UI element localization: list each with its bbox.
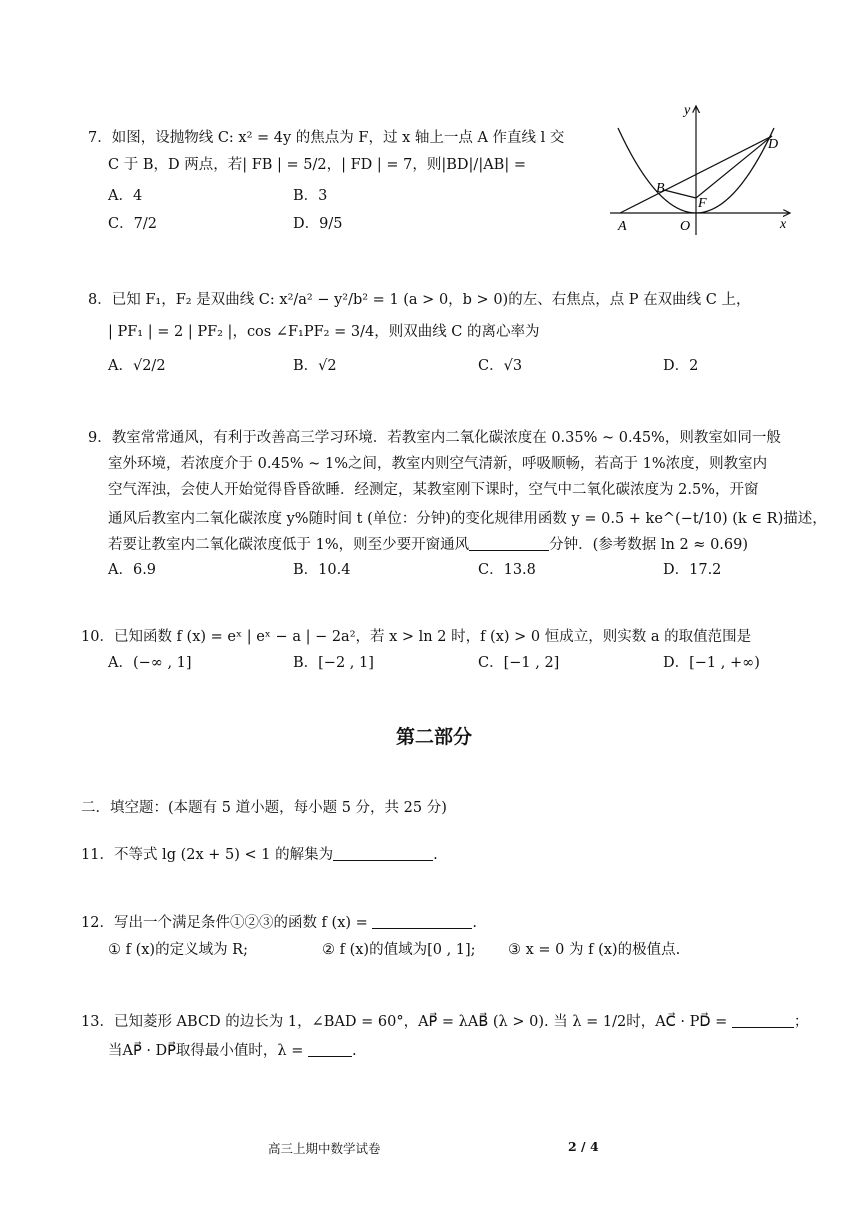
q10-option-c: C．[−1 , 2] [478,655,560,671]
label-d: D [768,137,779,152]
q8-option-c: C．√3 [478,358,523,374]
q9-option-d: D．17.2 [663,562,722,578]
q9-answer-blank[interactable] [469,536,549,551]
q13-answer-blank-2[interactable] [308,1042,352,1057]
part-two-heading: 第二部分 [395,726,472,748]
q7-option-a: A．4 [108,188,143,204]
q12-answer-blank[interactable] [372,914,472,929]
label-o: O [680,219,691,234]
q11-period: . [433,847,438,863]
label-f: F [698,196,707,211]
q10-line1: 10．已知函数 f (x) = eˣ | eˣ − a | − 2a²，若 x > ln 2 时，f (x) > 0 恒成立，则实数 a 的取值范围是 [81,629,752,645]
q7-line1: 7．如图，设抛物线 C: x² = 4y 的焦点为 F，过 x 轴上一点 A 作直线 l 交 [88,130,565,146]
q13-text-2: 当AP⃗ · DP⃗取得最小值时，λ = [108,1043,304,1059]
q10-option-d: D．[−1 , +∞) [663,655,760,671]
q10-option-a: A．(−∞ , 1] [108,655,192,671]
q13-line2 [108,1041,357,1061]
q7-option-c: C．7/2 [108,216,157,232]
q8-line2: | PF₁ | = 2 | PF₂ |，cos ∠F₁PF₂ = 3/4，则双曲线 C 的离心率为 [108,324,540,340]
q11-answer-blank[interactable] [333,846,433,861]
section-fill-in-heading: 二．填空题：(本题有 5 道小题，每小题 5 分，共 25 分) [81,800,447,816]
label-y: y [684,103,691,118]
label-b: B [656,181,665,196]
line-fd [696,136,772,198]
q11-line [81,845,438,865]
line-bf [664,190,696,198]
q13-period: . [351,1043,357,1059]
footer-title: 高三上期中数学试卷 [268,1141,381,1156]
page-number: 2 / 4 [568,1139,599,1154]
q7-line2: C 于 B，D 两点，若| FB | = 5/2，| FD | = 7，则|BD|/|AB| = [108,157,526,173]
q9-option-c: C．13.8 [478,562,536,578]
label-a: A [618,219,627,234]
q13-line1 [81,1012,808,1032]
q12-condition-3: ③ x = 0 为 f (x)的极值点. [508,942,681,958]
q9-line5 [108,535,748,555]
q8-option-a: A．√2/2 [108,358,166,374]
q12-period: . [472,915,478,931]
q8-line1: 8．已知 F₁，F₂ 是双曲线 C: x²/a² − y²/b² = 1 (a > 0，b > 0)的左、右焦点，点 P 在双曲线 C 上， [88,292,751,308]
q11-text: 11．不等式 lg (2x + 5) < 1 的解集为 [81,847,334,863]
q8-option-d: D．2 [663,358,699,374]
q8-option-b: B．√2 [293,358,337,374]
label-x: x [780,217,787,232]
q13-semicolon: ； [793,1014,809,1030]
q7-option-b: B．3 [293,188,328,204]
q12-text: 12．写出一个满足条件①②③的函数 f (x) = [81,915,368,931]
q9-line1: 9．教室常常通风，有利于改善高三学习环境．若教室内二氧化碳浓度在 0.35% ~ 0.45%，则教室如同一般 [88,430,781,446]
q9-line3: 空气浑浊，会使人开始觉得昏昏欲睡．经测定，某教室刚下课时，空气中二氧化碳浓度为 2.5%，开窗 [108,482,759,498]
q9-line2: 室外环境，若浓度介于 0.45% ~ 1%之间，教室内则空气清新，呼吸顺畅，若高于 1%浓度，则教室内 [108,456,768,472]
q12-condition-2: ② f (x)的值域为[0 , 1]; [322,942,476,958]
q12-line1 [81,913,477,933]
q7-parabola-figure [600,100,800,240]
q9-line5-text-a: 若要让教室内二氧化碳浓度低于 1%，则至少要开窗通风 [108,537,470,553]
q9-line4: 通风后教室内二氧化碳浓度 y%随时间 t (单位：分钟)的变化规律用函数 y = 0.5 + ke^(−t/10) (k ∈ R)描述， [108,511,827,527]
q12-condition-1: ① f (x)的定义域为 R; [108,942,248,958]
q9-option-a: A．6.9 [108,562,157,578]
q13-text: 13．已知菱形 ABCD 的边长为 1，∠BAD = 60°，AP⃗ = λAB⃗ (λ > 0). 当 λ = 1/2时，AC⃗ · PD⃗ = [81,1014,728,1030]
q9-line5-text-b: 分钟．(参考数据 ln 2 ≈ 0.69) [549,537,749,553]
q9-option-b: B．10.4 [293,562,351,578]
q10-option-b: B．[−2 , 1] [293,655,374,671]
q13-answer-blank-1[interactable] [732,1013,794,1028]
q7-option-d: D．9/5 [293,216,343,232]
